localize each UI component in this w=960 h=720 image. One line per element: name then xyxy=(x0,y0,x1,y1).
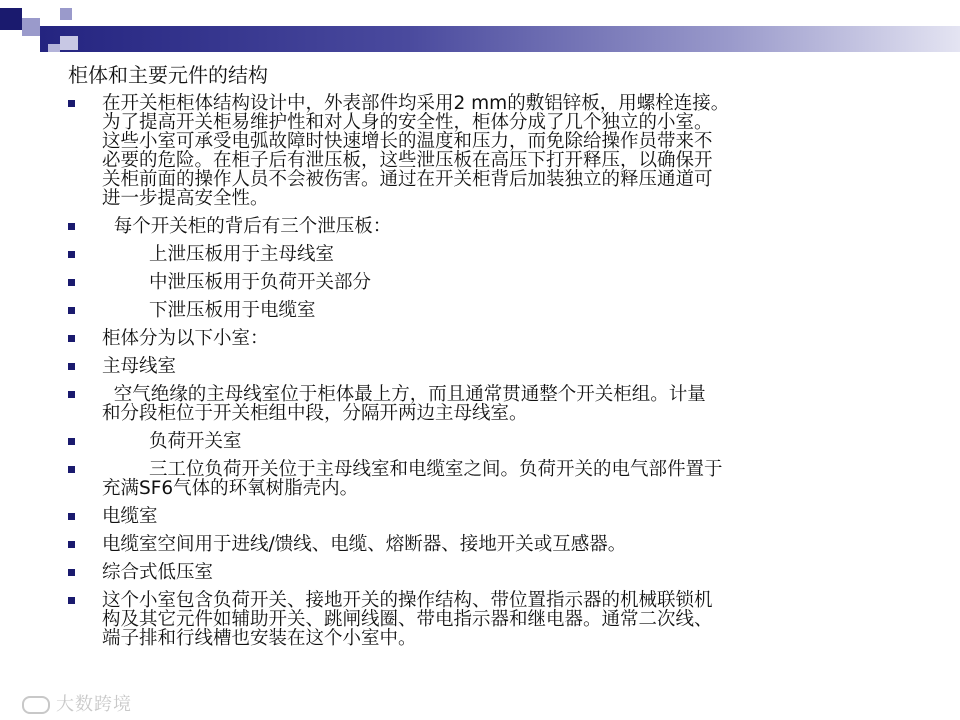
list-item-text-line: 三工位负荷开关位于主母线室和电缆室之间。负荷开关的电气部件置于 xyxy=(102,459,723,480)
square-bullet-icon xyxy=(68,438,75,445)
list-item xyxy=(66,563,896,582)
square-bullet-icon xyxy=(68,466,75,473)
list-item-text-line: 充满SF6气体的环氧树脂壳内。 xyxy=(102,478,359,499)
header-square-decoration xyxy=(60,36,78,50)
list-item xyxy=(66,273,896,292)
list-item-text-line: 每个开关柜的背后有三个泄压板： xyxy=(102,216,392,237)
list-item-text-line: 空气绝缘的主母线室位于柜体最上方，而且通常贯通整个开关柜组。计量 xyxy=(102,384,706,405)
list-item-text-line: 下泄压板用于电缆室 xyxy=(102,300,316,321)
header-square-decoration xyxy=(60,8,72,20)
watermark-text: 大数跨境 xyxy=(56,694,132,715)
watermark xyxy=(22,690,132,716)
slide-title: 柜体和主要元件的结构 xyxy=(68,63,268,87)
square-bullet-icon xyxy=(68,223,75,230)
header-gradient-bar xyxy=(40,26,960,52)
square-bullet-icon xyxy=(68,307,75,314)
list-item xyxy=(66,507,896,526)
list-item xyxy=(66,94,896,208)
list-item xyxy=(66,460,896,498)
header-square-decoration xyxy=(22,18,40,36)
list-item-text-line: 主母线室 xyxy=(102,356,177,377)
list-item-text-line: 为了提高开关柜易维护性和对人身的安全性，柜体分成了几个独立的小室。 xyxy=(102,112,713,133)
list-item xyxy=(66,535,896,554)
list-item-text-line: 上泄压板用于主母线室 xyxy=(102,244,335,265)
list-item-text-line: 和分段柜位于开关柜组中段，分隔开两边主母线室。 xyxy=(102,403,528,424)
list-item xyxy=(66,217,896,236)
square-bullet-icon xyxy=(68,541,75,548)
list-item-text-line: 柜体分为以下小室： xyxy=(102,328,269,349)
list-item xyxy=(66,591,896,648)
list-item xyxy=(66,329,896,348)
square-bullet-icon xyxy=(68,513,75,520)
list-item-text-line: 进一步提高安全性。 xyxy=(102,188,269,209)
list-item-text-line: 关柜前面的操作人员不会被伤害。通过在开关柜背后加装独立的释压通道可 xyxy=(102,169,713,190)
square-bullet-icon xyxy=(68,279,75,286)
list-item xyxy=(66,357,896,376)
header-square-decoration xyxy=(0,8,22,30)
watermark-logo-icon xyxy=(22,696,50,714)
list-item-text-line: 电缆室空间用于进线/馈线、电缆、熔断器、接地开关或互感器。 xyxy=(102,534,627,555)
list-item-text-line: 端子排和行线槽也安装在这个小室中。 xyxy=(102,628,417,649)
square-bullet-icon xyxy=(68,363,75,370)
square-bullet-icon xyxy=(68,100,75,107)
list-item-text-line: 综合式低压室 xyxy=(102,562,214,583)
list-item-text-line: 负荷开关室 xyxy=(102,431,242,452)
list-item-text-line: 在开关柜柜体结构设计中，外表部件均采用2 mm的敷铝锌板，用螺栓连接。 xyxy=(102,93,730,114)
list-item-text-line: 电缆室 xyxy=(102,506,158,527)
list-item xyxy=(66,432,896,451)
list-item-text-line: 构及其它元件如辅助开关、跳闸线圈、带电指示器和继电器。通常二次线、 xyxy=(102,609,713,630)
square-bullet-icon xyxy=(68,569,75,576)
list-item-text-line: 这些小室可承受电弧故障时快速增长的温度和压力，而免除给操作员带来不 xyxy=(102,131,713,152)
list-item xyxy=(66,245,896,264)
square-bullet-icon xyxy=(68,597,75,604)
list-item-text-line: 中泄压板用于负荷开关部分 xyxy=(102,272,372,293)
header-square-decoration xyxy=(48,44,60,52)
square-bullet-icon xyxy=(68,335,75,342)
list-item-text-line: 必要的危险。在柜子后有泄压板，这些泄压板在高压下打开释压，以确保开 xyxy=(102,150,713,171)
square-bullet-icon xyxy=(68,391,75,398)
square-bullet-icon xyxy=(68,251,75,258)
list-item xyxy=(66,301,896,320)
bullet-list xyxy=(66,94,896,657)
list-item xyxy=(66,385,896,423)
list-item-text-line: 这个小室包含负荷开关、接地开关的操作结构、带位置指示器的机械联锁机 xyxy=(102,590,713,611)
